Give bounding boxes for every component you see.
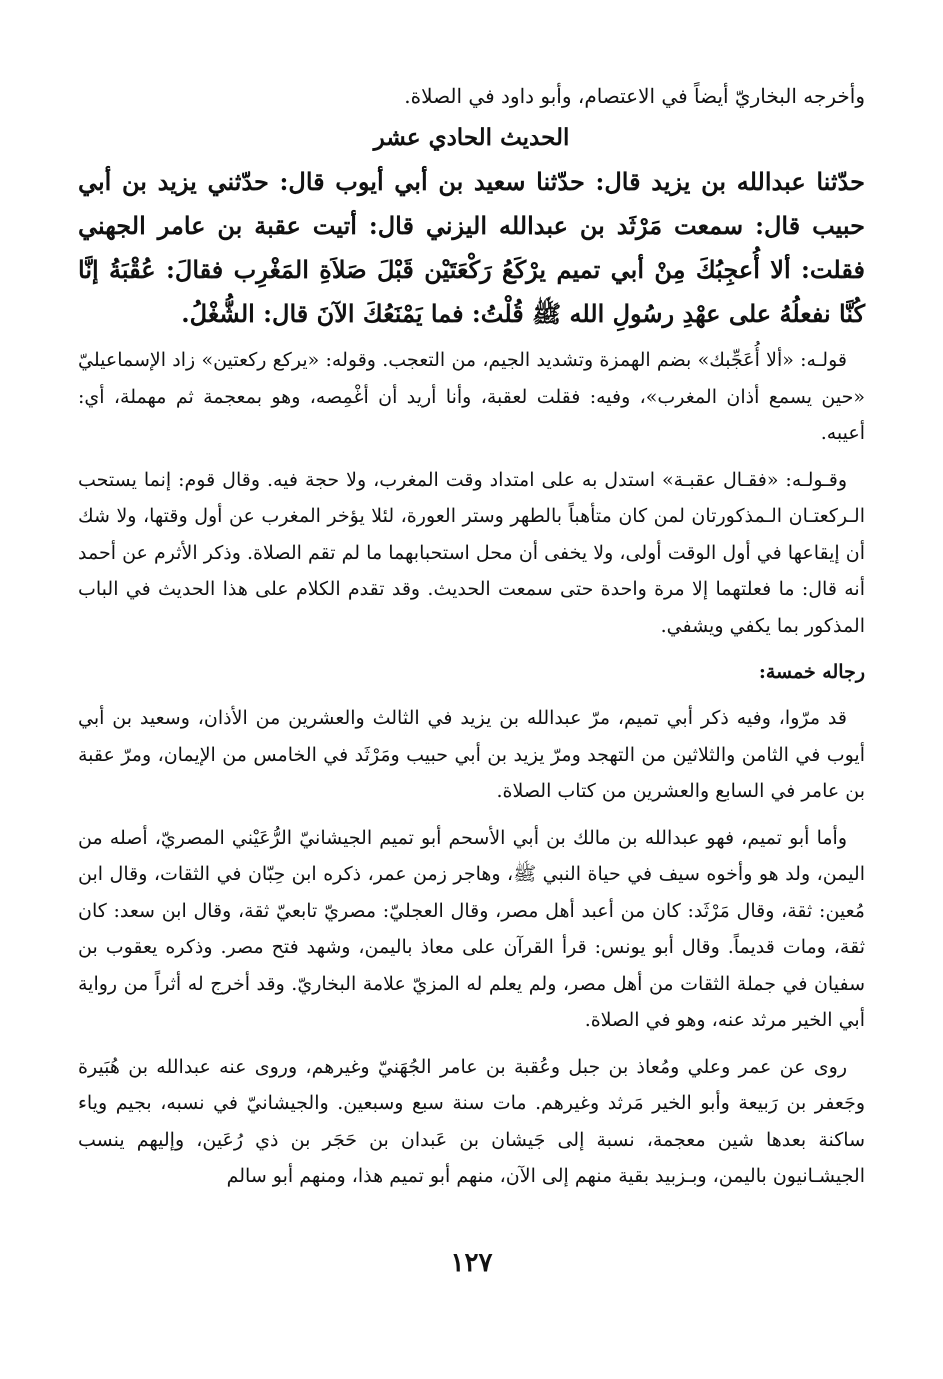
narrators-paragraph-3: روى عن عمر وعلي ومُعاذ بن جبل وعُقبة بن عامر الجُهَنيّ وغيرهم، وروى عنه عبدالله بن هُبَيرة وجَعفر بن رَبيعة وأبو الخير مَرثد وغيرهم. مات سنة سبع وسبعين. والجيشانيّ في نسبه، بجيم وياء ساكنة بعدها شين معجمة، نسبة إلى جَيشان بن عَبدان بن حَجَر بن ذي رُعَين، وإليهم ينسب الجيشـانيون باليمن، وبـزبيد بقية منهم إلى الآن، منهم أبو تميم هذا، ومنهم أبو سالم xyxy=(78,1055,865,1187)
hadith-text: حدّثنا عبدالله بن يزيد قال: حدّثنا سعيد بن أبي أيوب قال: حدّثني يزيد بن أبي حبيب قال: سمعت مَرْثَد بن عبدالله اليزني قال: أتيت عقبة بن عامر الجهني فقلت: ألا أُعجِبُكَ مِنْ أبي تميم يرْكَعُ رَكْعَتَيْن قَبْلَ صَلاَةِ المَغْرِب فقالَ: عُقْبَةُ إنَّا كُنَّا نفعلُهُ على عهْدِ رسُولِ الله ﷺ قُلْتُ: فما يَمْنَعُكَ الآنَ قال: الشُّغْلُ. xyxy=(78,167,865,328)
narrators-subheading: رجاله خمسة: xyxy=(758,661,865,683)
top-line: وأخرجه البخاريّ أيضاً في الاعتصام، وأبو داود في الصلاة. xyxy=(404,84,865,108)
page-number: ١٢٧ xyxy=(450,1248,493,1278)
commentary-paragraph-2: وقـولـه: «فقـال عقبـة» استدل به على امتداد وقت المغرب، ولا حجة فيه. وقال قوم: إنما يستحب الـركعتـان الـمذكورتان لمن كان متأهباً بالطهر وستر العورة، لئلا يؤخر المغرب عن أول وقتها، ولا شك أن إيقاعها في أول الوقت أولى، ولا يخفى أن محل استحبابهما ما لم تقم الصلاة. وذكر الأثرم عن أحمد أنه قال: ما فعلتهما إلا مرة واحدة حتى سمعت الحديث. وقد تقدم الكلام على هذا الحديث في الباب المذكور بما يكفي ويشفي. xyxy=(78,468,865,637)
narrators-paragraph-1: قد مرّوا، وفيه ذكر أبي تميم، مرّ عبدالله بن يزيد في الثالث والعشرين من الأذان، وسعيد بن أبي أيوب في الثامن والثلاثين من التهجد ومرّ يزيد بن أبي حبيب ومَرْثَد في الخامس من الإيمان، ومرّ عقبة بن عامر في السابع والعشرين من كتاب الصلاة. xyxy=(78,707,865,802)
commentary-paragraph-1: قولـه: «ألا أُعَجِّبك» بضم الهمزة وتشديد الجيم، من التعجب. وقوله: «يركع ركعتين» زاد الإسماعيليّ «حين يسمع أذان المغرب»، وفيه: فقلت لعقبة، وأنا أريد أن أغْمِصه، وهو بمعجمة ثم مهملة، أي: أعيبه. xyxy=(78,349,865,444)
section-heading: الحديث الحادي عشر xyxy=(373,124,570,151)
narrators-paragraph-2: وأما أبو تميم، فهو عبدالله بن مالك بن أبي الأسحم أبو تميم الجيشانيّ الرُّعَيْني المصريّ، أصله من اليمن، ولد هو وأخوه سيف في حياة النبي ﷺ، وهاجر زمن عمر، ذكره ابن حِبّان في الثقات، وقال ابن مُعين: ثقة، وقال مَرْثَد: كان من أعبد أهل مصر، وقال العجليّ: مصريّ تابعيّ ثقة، وقال ابن سعد: كان ثقة، ومات قديماً. وقال أبو يونس: قرأ القرآن على معاذ باليمن، وشهد فتح مصر. وذكره يعقوب بن سفيان في جملة الثقات من أهل مصر، ولم يعلم له المزيّ علامة البخاريّ. وقد أخرج له أثراً من رواية أبي الخير مرثد عنه، وهو في الصلاة. xyxy=(78,826,865,1031)
